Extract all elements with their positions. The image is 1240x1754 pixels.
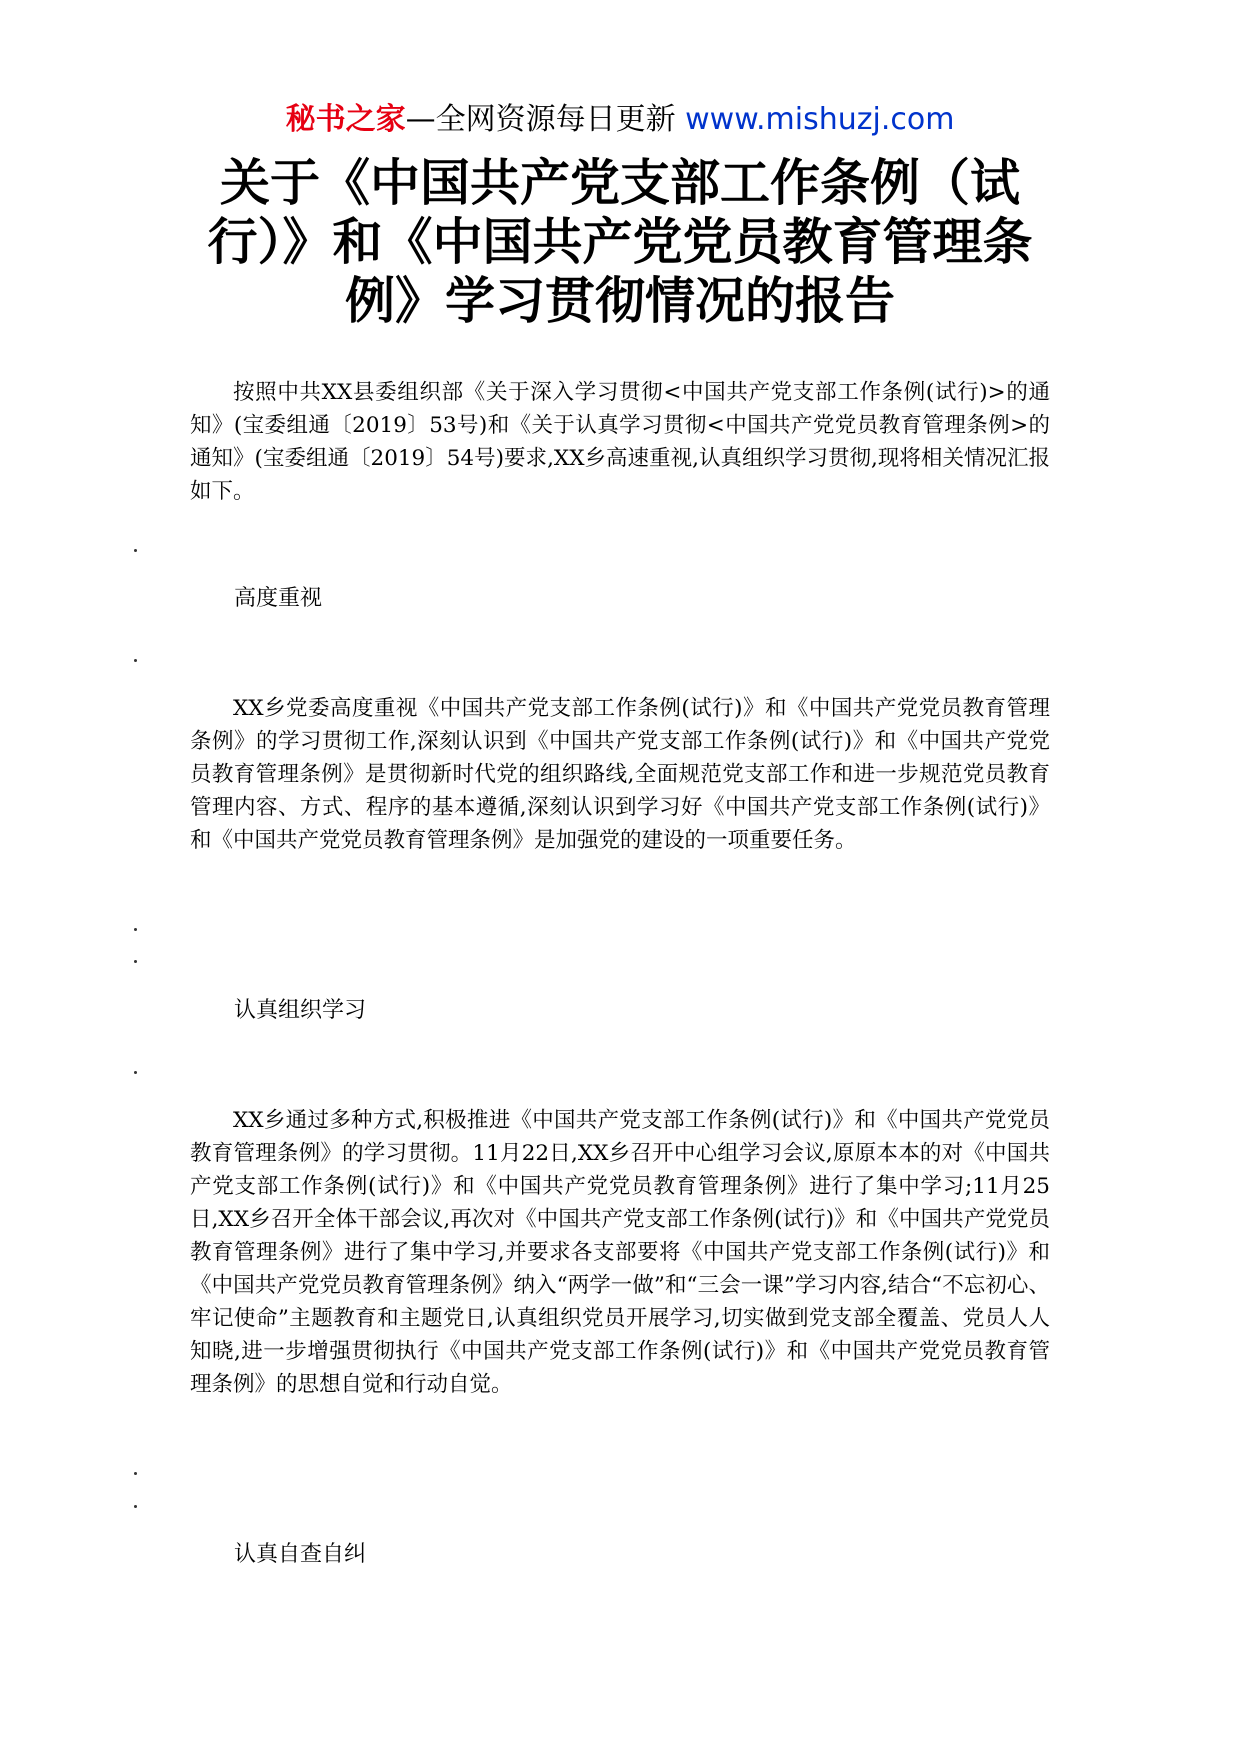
banner-brand: 秘书之家: [285, 102, 406, 137]
bullet-marker: [134, 928, 137, 931]
title-line-2: 行）》和《中国共产党党员教育管理条: [207, 213, 1033, 271]
title-line-3: 例》学习贯彻情况的报告: [345, 272, 895, 330]
section-heading-3: 认真自查自纠: [234, 1542, 367, 1567]
document-title: [170, 154, 1070, 331]
intro-paragraph: 按照中共XX县委组织部《关于深入学习贯彻<中国共产党支部工作条例(试行)>的通知》(宝委组通〔2019〕53号)和《关于认真学习贯彻<中国共产党党员教育管理条例>的通知》(宝委组通〔2019〕54号)要求,XX乡高速重视,认真组织学习贯彻,现将相关情况汇报如下。: [190, 380, 1050, 504]
bullet-marker: [134, 1071, 137, 1074]
section-2-paragraph: XX乡通过多种方式,积极推进《中国共产党支部工作条例(试行)》和《中国共产党党员教育管理条例》的学习贯彻。11月22日,XX乡召开中心组学习会议,原原本本的对《中国共产党支部工作条例(试行)》和《中国共产党党员教育管理条例》进行了集中学习;11月25日,XX乡召开全体干部会议,再次对《中国共产党支部工作条例(试行)》和《中国共产党党员教育管理条例》进行了集中学习,并要求各支部要将《中国共产党支部工作条例(试行)》和《中国共产党党员教育管理条例》纳入“两学一做”和“三会一课”学习内容,结合“不忘初心、牢记使命”主题教育和主题党日,认真组织党员开展学习,切实做到党支部全覆盖、党员人人知晓,进一步增强贯彻执行《中国共产党支部工作条例(试行)》和《中国共产党党员教育管理条例》的思想自觉和行动自觉。: [190, 1108, 1050, 1397]
bullet-marker: [134, 1505, 137, 1508]
site-banner: [0, 100, 1240, 140]
bullet-marker: [134, 960, 137, 963]
section-heading-1: 高度重视: [234, 586, 323, 611]
banner-slogan: —全网资源每日更新: [405, 102, 686, 137]
section-1-paragraph: XX乡党委高度重视《中国共产党支部工作条例(试行)》和《中国共产党党员教育管理条例》的学习贯彻工作,深刻认识到《中国共产党支部工作条例(试行)》和《中国共产党党员教育管理条例》是贯彻新时代党的组织路线,全面规范党支部工作和进一步规范党员教育管理内容、方式、程序的基本遵循,深刻认识到学习好《中国共产党支部工作条例(试行)》和《中国共产党党员教育管理条例》是加强党的建设的一项重要任务。: [190, 696, 1050, 853]
title-line-1: 关于《中国共产党支部工作条例（试: [220, 154, 1020, 212]
bullet-marker: [134, 1472, 137, 1475]
section-heading-2: 认真组织学习: [234, 998, 367, 1023]
banner-url-link[interactable]: www.mishuzj.com: [685, 102, 955, 137]
bullet-marker: [134, 659, 137, 662]
bullet-marker: [134, 549, 137, 552]
